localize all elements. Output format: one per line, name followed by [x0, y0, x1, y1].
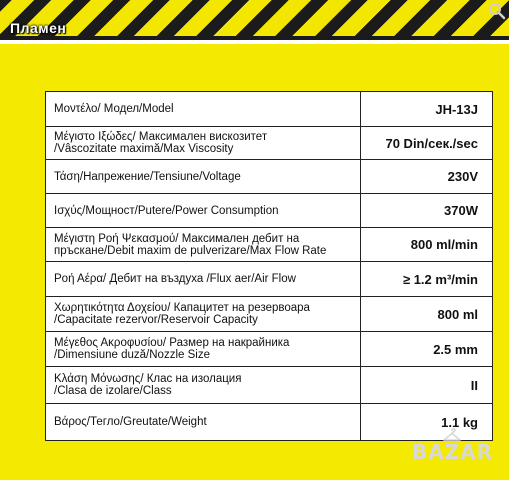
param-line: Χωρητικότητα Δοχείου/ Капацитет на резервоара [54, 302, 310, 314]
table-row [46, 92, 492, 127]
param-line: Τάση/Напрежение/Tensiune/Voltage [54, 170, 241, 183]
param-cell [46, 367, 361, 403]
value-cell: 2.5 mm [433, 341, 478, 357]
table-row [46, 194, 492, 228]
param-line: Μέγεθος Ακροφυσίου/ Размер на накрайника [54, 337, 290, 349]
param-cell [46, 404, 361, 440]
hazard-stripe-banner [0, 0, 509, 40]
param-cell [46, 160, 361, 193]
value-cell: 230V [447, 169, 478, 184]
param-cell [46, 262, 361, 296]
table-row [46, 262, 492, 297]
magnify-icon[interactable] [488, 2, 506, 20]
value-cell: 800 ml [437, 306, 478, 322]
value-cell: ≥ 1.2 m³/min [402, 271, 478, 287]
param-line: Μέγιστο Ιξώδες/ Максимален вискозитет [54, 131, 268, 143]
seller-name-label: Пламен [10, 20, 67, 36]
param-line: /Dimensiune duză/Nozzle Size [54, 349, 210, 361]
param-cell [46, 297, 361, 331]
table-row [46, 404, 492, 440]
table-row [46, 228, 492, 262]
param-line: Κλάση Μόνωσης/ Клас на изолация [54, 373, 242, 385]
table-row [46, 297, 492, 332]
value-cell: II [470, 377, 478, 393]
param-line: /Capacitate rezervor/Reservoir Capacity [54, 314, 258, 326]
value-cell: 800 ml/min [410, 237, 478, 252]
param-cell [46, 194, 361, 227]
param-line: /Vâscozitate maximă/Max Viscosity [54, 143, 234, 155]
param-line: Μέγιστη Ροή Ψεκασμού/ Максимален дебит на [54, 232, 300, 245]
value-cell: JH-13J [435, 101, 478, 117]
value-cell: 370W [444, 203, 478, 218]
bazar-watermark: BAZAR [412, 440, 494, 464]
param-line: Ροή Αέρα/ Дебит на въздуха /Flux aer/Air Flow [54, 273, 296, 285]
spec-table [45, 91, 493, 441]
param-cell [46, 127, 361, 159]
table-row [46, 160, 492, 194]
param-line: пръскане/Debit maxim de pulverizare/Max Flow Rate [54, 244, 327, 257]
param-cell [46, 332, 361, 366]
table-row [46, 127, 492, 160]
value-cell: 70 Din/сек./sec [385, 135, 478, 151]
param-line: /Clasa de izolare/Class [54, 385, 172, 397]
param-line: Βάρος/Тегло/Greutate/Weight [54, 416, 207, 428]
value-cell: 1.1 kg [441, 414, 478, 430]
param-cell [46, 228, 361, 261]
param-line: Μοντέλο/ Модел/Model [54, 103, 174, 115]
table-row [46, 367, 492, 404]
table-row [46, 332, 492, 367]
param-cell [46, 92, 361, 126]
param-line: Ισχύς/Мощност/Putere/Power Consumption [54, 204, 279, 217]
